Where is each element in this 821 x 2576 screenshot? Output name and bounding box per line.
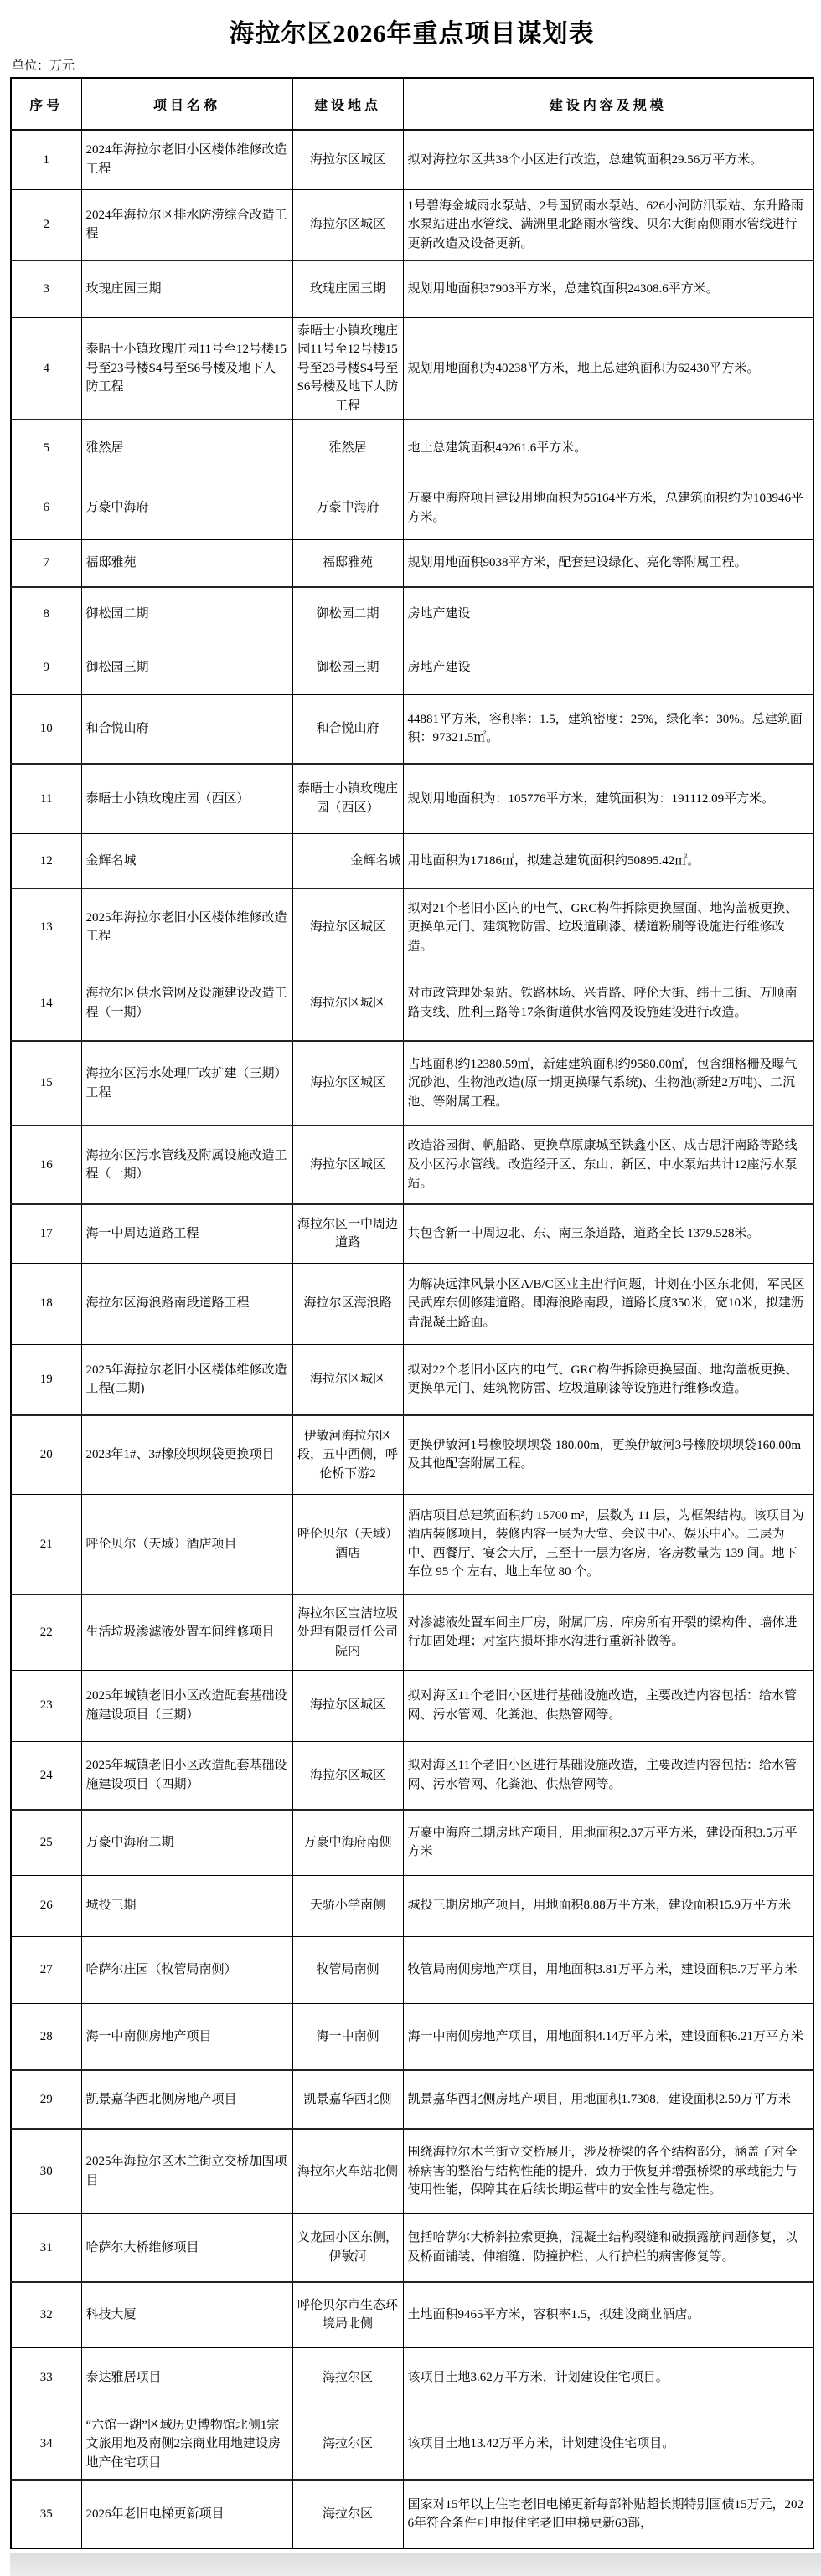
cell-location: 泰晤士小镇玫瑰庄园（西区） — [292, 764, 403, 833]
cell-location: 海拉尔区城区 — [292, 1741, 403, 1810]
table-row — [11, 1875, 813, 1936]
cell-location: 凯景嘉华西北侧 — [292, 2070, 403, 2129]
cell-location: 金辉名城 — [292, 833, 403, 889]
cell-location: 伊敏河海拉尔区段，五中西侧，呼伦桥下游2 — [292, 1415, 403, 1494]
cell-location: 海拉尔区海浪路 — [292, 1263, 403, 1344]
header-cell: 建设内容及规模 — [403, 78, 813, 130]
table-row — [11, 587, 813, 641]
cell-content-scale: 规划用地面积为：105776平方米，建筑面积为：191112.09平方米。 — [403, 764, 813, 833]
unit-label: 单位：万元 — [12, 59, 75, 73]
cell-location: 海一中南侧 — [292, 2003, 403, 2070]
cell-project-name: 海拉尔区污水管线及附属设施改造工程（一期） — [81, 1126, 292, 1204]
cell-project-name: 海拉尔区海浪路南段道路工程 — [81, 1263, 292, 1344]
cell-project-name: 万豪中海府 — [81, 477, 292, 539]
cell-location: 海拉尔区城区 — [292, 1041, 403, 1126]
cell-project-name: 和合悦山府 — [81, 694, 292, 764]
cell-project-name: 2023年1#、3#橡胶坝坝袋更换项目 — [81, 1415, 292, 1494]
cell-location: 海拉尔区城区 — [292, 1344, 403, 1415]
table-row — [11, 764, 813, 833]
table-row — [11, 1041, 813, 1126]
bottom-strip — [10, 2553, 821, 2576]
cell-serial-number: 28 — [11, 2003, 81, 2070]
cell-location: 天骄小学南侧 — [292, 1875, 403, 1936]
cell-serial-number: 12 — [11, 833, 81, 889]
project-table — [10, 77, 814, 2549]
cell-content-scale: 房地产建设 — [403, 641, 813, 694]
cell-content-scale: 占地面积约12380.59㎡，新建建筑面积约9580.00㎡，包含细格栅及曝气沉砂池、生物池改造(原一期更换曝气系统)、生物池(新建2万吨)、二沉池、等附属工程。 — [403, 1041, 813, 1126]
cell-location: 海拉尔区 — [292, 2409, 403, 2480]
cell-serial-number: 19 — [11, 1344, 81, 1415]
cell-project-name: 泰晤士小镇玫瑰庄园11号至12号楼15号至23号楼S4号至S6号楼及地下人防工程 — [81, 317, 292, 420]
cell-content-scale: 该项目土地13.42万平方米，计划建设住宅项目。 — [403, 2409, 813, 2480]
table-row — [11, 966, 813, 1041]
cell-location: 万豪中海府南侧 — [292, 1810, 403, 1875]
cell-location: 海拉尔区 — [292, 2480, 403, 2548]
cell-location: 福邸雅苑 — [292, 539, 403, 587]
cell-serial-number: 34 — [11, 2409, 81, 2480]
cell-content-scale: 万豪中海府二期房地产项目，用地面积2.37万平方米，建设面积3.5万平方米 — [403, 1810, 813, 1875]
cell-location: 御松园三期 — [292, 641, 403, 694]
cell-location: 万豪中海府 — [292, 477, 403, 539]
table-row — [11, 833, 813, 889]
cell-serial-number: 9 — [11, 641, 81, 694]
cell-project-name: 2025年海拉尔老旧小区楼体维修改造工程(二期) — [81, 1344, 292, 1415]
cell-location: 呼伦贝尔（天域）酒店 — [292, 1494, 403, 1595]
cell-project-name: 泰达雅居项目 — [81, 2347, 292, 2409]
cell-project-name: 金辉名城 — [81, 833, 292, 889]
cell-serial-number: 23 — [11, 1670, 81, 1741]
cell-location: 海拉尔区城区 — [292, 1670, 403, 1741]
cell-serial-number: 26 — [11, 1875, 81, 1936]
cell-serial-number: 14 — [11, 966, 81, 1041]
cell-content-scale: 酒店项目总建筑面积约 15700 m²，层数为 11 层，为框架结构。该项目为酒店装修项目，装修内容一层为大堂、会议中心、娱乐中心。二层为中、西餐厅、宴会大厅，三至十一层为客房，客房数量为 139 间。地下车位 95 个 左右、地上车位 80 个。 — [403, 1494, 813, 1595]
cell-content-scale: 44881平方米，容积率：1.5，建筑密度：25%，绿化率：30%。总建筑面积：97321.5㎡。 — [403, 694, 813, 764]
cell-serial-number: 32 — [11, 2282, 81, 2347]
page-title: 海拉尔区2026年重点项目谋划表 — [229, 20, 595, 48]
cell-content-scale: 土地面积9465平方米，容积率1.5，拟建设商业酒店。 — [403, 2282, 813, 2347]
cell-content-scale: 规划用地面积9038平方米，配套建设绿化、亮化等附属工程。 — [403, 539, 813, 587]
cell-project-name: 哈萨尔大桥维修项目 — [81, 2213, 292, 2282]
table-row — [11, 1126, 813, 1204]
table-row — [11, 1415, 813, 1494]
cell-content-scale: 用地面积为17186㎡，拟建总建筑面积约50895.42㎡。 — [403, 833, 813, 889]
cell-serial-number: 22 — [11, 1595, 81, 1670]
cell-serial-number: 13 — [11, 889, 81, 966]
cell-project-name: 海一中周边道路工程 — [81, 1204, 292, 1263]
table-row — [11, 420, 813, 477]
cell-content-scale: 国家对15年以上住宅老旧电梯更新每部补贴超长期特别国债15万元，2026年符合条件可申报住宅老旧电梯更新63部， — [403, 2480, 813, 2548]
cell-project-name: 2026年老旧电梯更新项目 — [81, 2480, 292, 2548]
cell-content-scale: 为解决远津风景小区A/B/C区业主出行问题，计划在小区东北侧，军民区民武库东侧修建道路。即海浪路南段，道路长度350米，宽10米，拟建沥青混凝土路面。 — [403, 1263, 813, 1344]
cell-project-name: 御松园二期 — [81, 587, 292, 641]
cell-location: 海拉尔区城区 — [292, 189, 403, 260]
table-row — [11, 2409, 813, 2480]
table-row — [11, 889, 813, 966]
cell-content-scale: 房地产建设 — [403, 587, 813, 641]
cell-serial-number: 8 — [11, 587, 81, 641]
table-row — [11, 189, 813, 260]
cell-location: 海拉尔区 — [292, 2347, 403, 2409]
table-row — [11, 1344, 813, 1415]
cell-location: 海拉尔区城区 — [292, 889, 403, 966]
table-row — [11, 2003, 813, 2070]
cell-serial-number: 6 — [11, 477, 81, 539]
table-row — [11, 694, 813, 764]
cell-project-name: 海拉尔区供水管网及设施建设改造工程（一期） — [81, 966, 292, 1041]
table-row — [11, 1936, 813, 2003]
cell-serial-number: 11 — [11, 764, 81, 833]
cell-serial-number: 3 — [11, 260, 81, 317]
table-row — [11, 2213, 813, 2282]
table-row — [11, 1263, 813, 1344]
cell-serial-number: 33 — [11, 2347, 81, 2409]
cell-location: 玫瑰庄园三期 — [292, 260, 403, 317]
cell-location: 泰晤士小镇玫瑰庄园11号至12号楼15号至23号楼S4号至S6号楼及地下人防工程 — [292, 317, 403, 420]
cell-project-name: “六馆一湖”区域历史博物馆北侧1宗文旅用地及南侧2宗商业用地建设房地产住宅项目 — [81, 2409, 292, 2480]
cell-content-scale: 拟对海区11个老旧小区进行基础设施改造，主要改造内容包括：给水管网、污水管网、化粪池、供热管网等。 — [403, 1741, 813, 1810]
cell-location: 牧管局南侧 — [292, 1936, 403, 2003]
cell-content-scale: 拟对22个老旧小区内的电气、GRC构件拆除更换屋面、地沟盖板更换、更换单元门、建筑物防雷、垃圾道刷漆等设施进行维修改造。 — [403, 1344, 813, 1415]
table-row — [11, 2480, 813, 2548]
cell-project-name: 2025年海拉尔区木兰街立交桥加固项目 — [81, 2129, 292, 2213]
table-row — [11, 1595, 813, 1670]
cell-location: 海拉尔火车站北侧 — [292, 2129, 403, 2213]
cell-content-scale: 1号碧海金城雨水泵站、2号国贸雨水泵站、626小河防汛泵站、东升路雨水泵站进出水管线、满洲里北路雨水管线、贝尔大街南侧雨水管线进行更新改造及设备更新。 — [403, 189, 813, 260]
cell-content-scale: 拟对海区11个老旧小区进行基础设施改造，主要改造内容包括：给水管网、污水管网、化粪池、供热管网等。 — [403, 1670, 813, 1741]
cell-location: 义龙园小区东侧，伊敏河 — [292, 2213, 403, 2282]
cell-serial-number: 10 — [11, 694, 81, 764]
cell-project-name: 2025年海拉尔老旧小区楼体维修改造工程 — [81, 889, 292, 966]
cell-serial-number: 1 — [11, 130, 81, 189]
table-row — [11, 1670, 813, 1741]
table-row — [11, 2070, 813, 2129]
cell-project-name: 科技大厦 — [81, 2282, 292, 2347]
cell-project-name: 2024年海拉尔老旧小区楼体维修改造工程 — [81, 130, 292, 189]
cell-content-scale: 共包含新一中周边北、东、南三条道路，道路全长 1379.528米。 — [403, 1204, 813, 1263]
cell-content-scale: 包括哈萨尔大桥斜拉索更换，混凝土结构裂缝和破损露筋问题修复，以及桥面铺装、伸缩缝、防撞护栏、人行护栏的病害修复等。 — [403, 2213, 813, 2282]
cell-content-scale: 拟对21个老旧小区内的电气、GRC构件拆除更换屋面、地沟盖板更换、更换单元门、建筑物防雷、垃圾道刷漆、楼道粉刷等设施进行维修改造。 — [403, 889, 813, 966]
cell-project-name: 玫瑰庄园三期 — [81, 260, 292, 317]
cell-project-name: 泰晤士小镇玫瑰庄园（西区） — [81, 764, 292, 833]
cell-serial-number: 7 — [11, 539, 81, 587]
cell-serial-number: 2 — [11, 189, 81, 260]
cell-content-scale: 改造浴园街、帆船路、更换草原康城至铁鑫小区、成吉思汗南路等路线及小区污水管线。改造经开区、东山、新区、中水泵站共计12座污水泵站。 — [403, 1126, 813, 1204]
cell-content-scale: 海一中南侧房地产项目，用地面积4.14万平方米，建设面积6.21万平方米 — [403, 2003, 813, 2070]
cell-location: 御松园二期 — [292, 587, 403, 641]
header-cell: 项目名称 — [81, 78, 292, 130]
table-header — [11, 78, 813, 130]
cell-serial-number: 18 — [11, 1263, 81, 1344]
cell-content-scale: 凯景嘉华西北侧房地产项目，用地面积1.7308，建设面积2.59万平方米 — [403, 2070, 813, 2129]
cell-serial-number: 4 — [11, 317, 81, 420]
cell-project-name: 福邸雅苑 — [81, 539, 292, 587]
cell-content-scale: 对渗滤液处置车间主厂房，附属厂房、库房所有开裂的梁构件、墙体进行加固处理；对室内损坏排水沟进行重新补做等。 — [403, 1595, 813, 1670]
cell-project-name: 2025年城镇老旧小区改造配套基础设施建设项目（四期） — [81, 1741, 292, 1810]
cell-content-scale: 城投三期房地产项目，用地面积8.88万平方米，建设面积15.9万平方米 — [403, 1875, 813, 1936]
cell-content-scale: 对市政管理处泵站、铁路林场、兴肯路、呼伦大街、纬十二街、万顺南路支线、胜利三路等17条街道供水管网及设施建设进行改造。 — [403, 966, 813, 1041]
table-row — [11, 1204, 813, 1263]
cell-project-name: 海拉尔区污水处理厂改扩建（三期）工程 — [81, 1041, 292, 1126]
table-row — [11, 2347, 813, 2409]
cell-content-scale: 更换伊敏河1号橡胶坝坝袋 180.00m，更换伊敏河3号橡胶坝坝袋160.00m及其他配套附属工程。 — [403, 1415, 813, 1494]
cell-serial-number: 5 — [11, 420, 81, 477]
cell-serial-number: 15 — [11, 1041, 81, 1126]
cell-content-scale: 地上总建筑面积49261.6平方米。 — [403, 420, 813, 477]
table-row — [11, 130, 813, 189]
cell-project-name: 海一中南侧房地产项目 — [81, 2003, 292, 2070]
cell-serial-number: 27 — [11, 1936, 81, 2003]
header-row — [11, 78, 813, 130]
cell-content-scale: 万豪中海府项目建设用地面积为56164平方米，总建筑面积约为103946平方米。 — [403, 477, 813, 539]
table-row — [11, 477, 813, 539]
cell-serial-number: 31 — [11, 2213, 81, 2282]
cell-serial-number: 21 — [11, 1494, 81, 1595]
cell-content-scale: 规划用地面积为40238平方米，地上总建筑面积为62430平方米。 — [403, 317, 813, 420]
table-row — [11, 641, 813, 694]
cell-content-scale: 围绕海拉尔木兰街立交桥展开，涉及桥梁的各个结构部分，涵盖了对全桥病害的整治与结构性能的提升，致力于恢复并增强桥梁的承载能力与使用性能，保障其在后续长期运营中的安全性与稳定性。 — [403, 2129, 813, 2213]
cell-location: 海拉尔区城区 — [292, 1126, 403, 1204]
table-body — [11, 130, 813, 2548]
cell-location: 海拉尔区宝洁垃圾处理有限责任公司院内 — [292, 1595, 403, 1670]
header-cell: 建设地点 — [292, 78, 403, 130]
cell-location: 雅然居 — [292, 420, 403, 477]
cell-serial-number: 35 — [11, 2480, 81, 2548]
cell-serial-number: 25 — [11, 1810, 81, 1875]
table-row — [11, 1494, 813, 1595]
table-row — [11, 1810, 813, 1875]
cell-project-name: 呼伦贝尔（天域）酒店项目 — [81, 1494, 292, 1595]
cell-location: 呼伦贝尔市生态环境局北侧 — [292, 2282, 403, 2347]
cell-location: 海拉尔区城区 — [292, 966, 403, 1041]
cell-location: 海拉尔区城区 — [292, 130, 403, 189]
cell-project-name: 凯景嘉华西北侧房地产项目 — [81, 2070, 292, 2129]
table-row — [11, 539, 813, 587]
table-row — [11, 2282, 813, 2347]
cell-serial-number: 30 — [11, 2129, 81, 2213]
cell-project-name: 雅然居 — [81, 420, 292, 477]
cell-serial-number: 24 — [11, 1741, 81, 1810]
table-row — [11, 317, 813, 420]
cell-project-name: 城投三期 — [81, 1875, 292, 1936]
cell-serial-number: 20 — [11, 1415, 81, 1494]
cell-content-scale: 该项目土地3.62万平方米，计划建设住宅项目。 — [403, 2347, 813, 2409]
cell-project-name: 万豪中海府二期 — [81, 1810, 292, 1875]
cell-content-scale: 牧管局南侧房地产项目，用地面积3.81万平方米，建设面积5.7万平方米 — [403, 1936, 813, 2003]
cell-serial-number: 17 — [11, 1204, 81, 1263]
cell-project-name: 2025年城镇老旧小区改造配套基础设施建设项目（三期） — [81, 1670, 292, 1741]
cell-location: 和合悦山府 — [292, 694, 403, 764]
cell-project-name: 御松园三期 — [81, 641, 292, 694]
cell-content-scale: 规划用地面积37903平方米，总建筑面积24308.6平方米。 — [403, 260, 813, 317]
cell-project-name: 哈萨尔庄园（牧管局南侧） — [81, 1936, 292, 2003]
cell-location: 海拉尔区一中周边道路 — [292, 1204, 403, 1263]
table-row — [11, 1741, 813, 1810]
cell-project-name: 生活垃圾渗滤液处置车间维修项目 — [81, 1595, 292, 1670]
table-row — [11, 260, 813, 317]
cell-project-name: 2024年海拉尔区排水防涝综合改造工程 — [81, 189, 292, 260]
cell-content-scale: 拟对海拉尔区共38个小区进行改造，总建筑面积29.56万平方米。 — [403, 130, 813, 189]
cell-serial-number: 29 — [11, 2070, 81, 2129]
table-row — [11, 2129, 813, 2213]
header-cell: 序号 — [11, 78, 81, 130]
cell-serial-number: 16 — [11, 1126, 81, 1204]
